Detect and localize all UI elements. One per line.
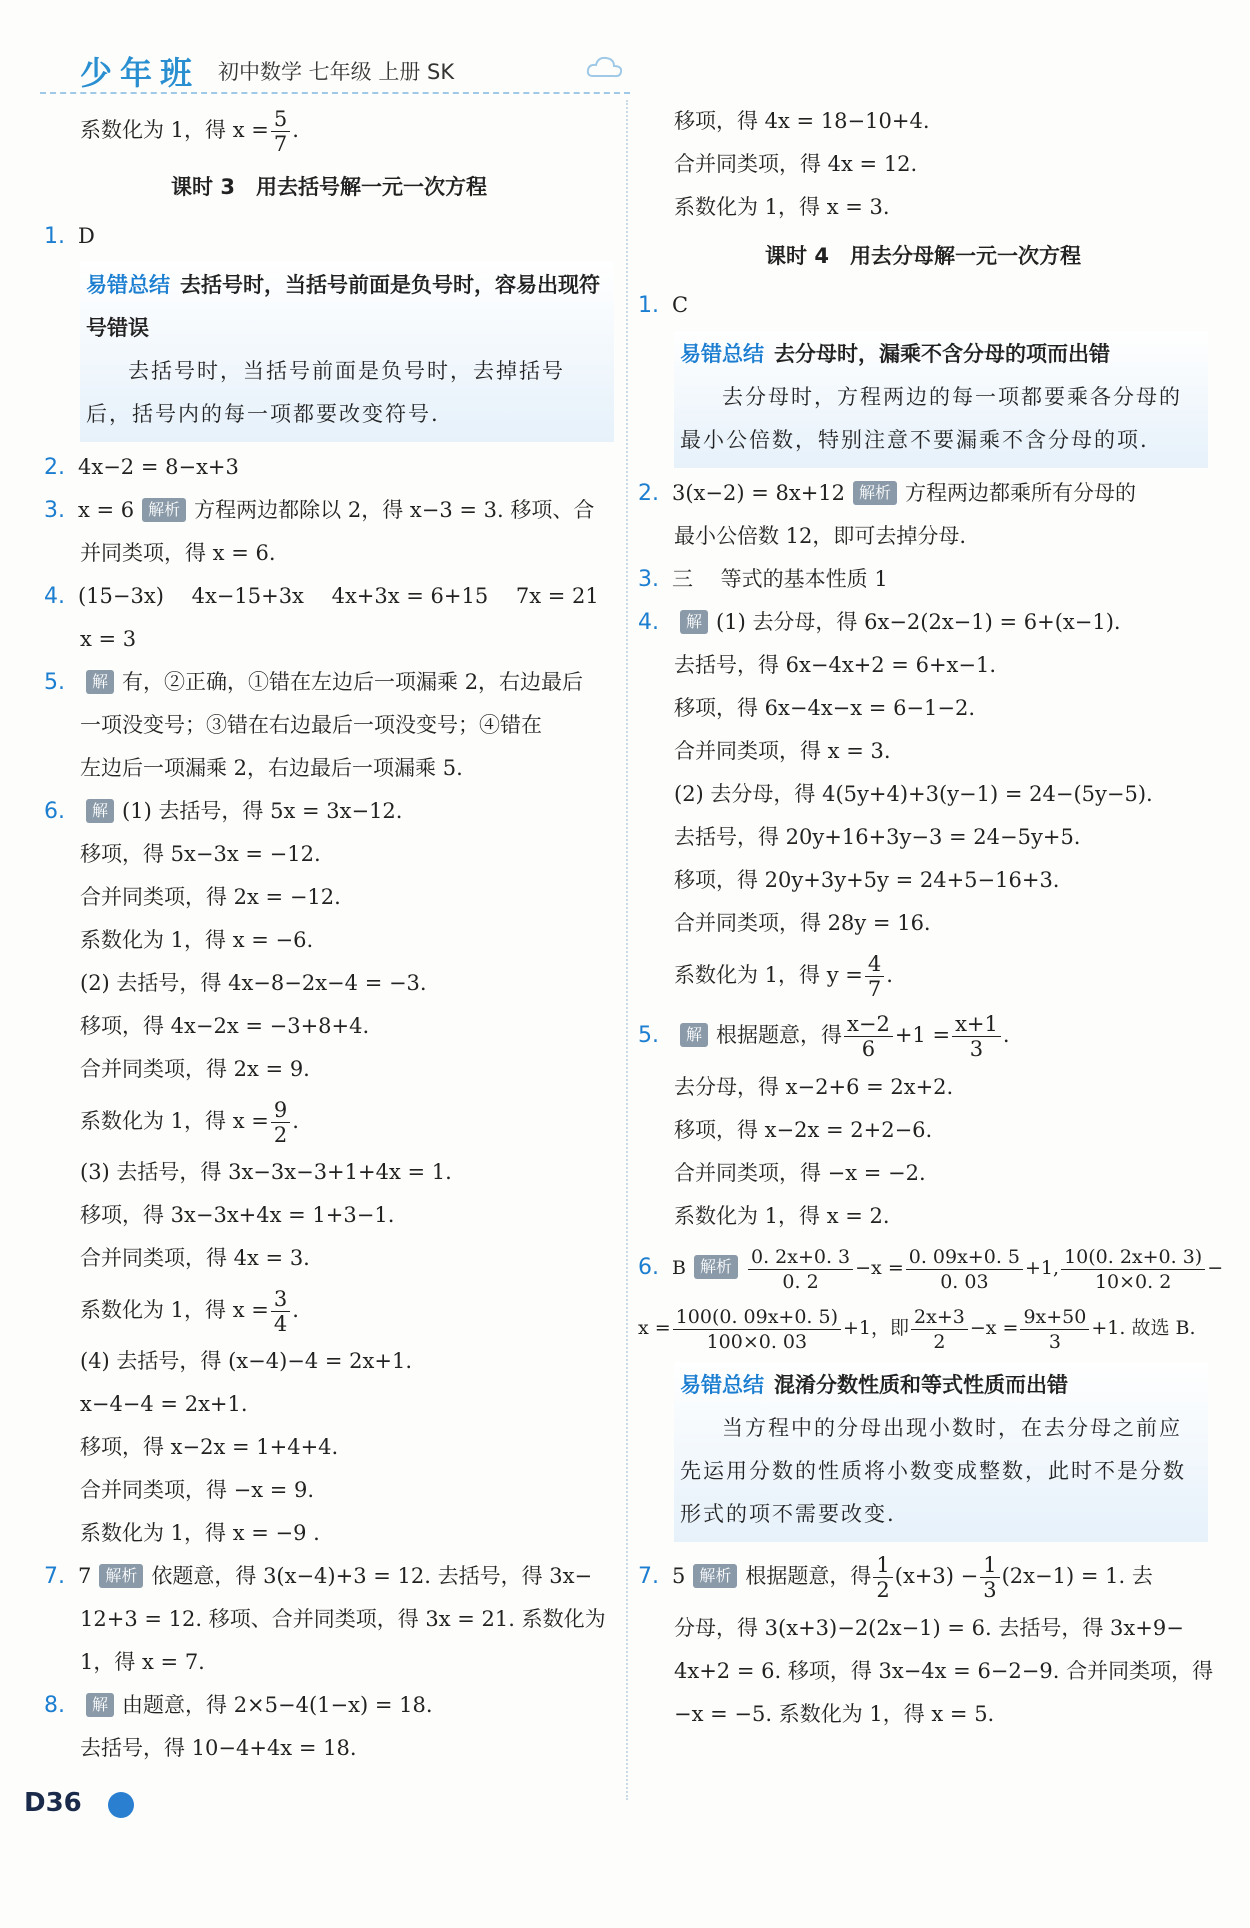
- tip-label: 易错总结: [680, 1373, 764, 1397]
- question-2: 2. 4x−2 = 8−x+3: [44, 455, 239, 480]
- question-7: 7. 7 解析 依题意，得 3(x−4)+3 = 12. 去括号，得 3x−: [44, 1564, 593, 1589]
- answer-line: −x = −5. 系数化为 1，得 x = 5.: [674, 1702, 995, 1726]
- answer-line: 移项，得 5x−3x = −12.: [80, 842, 321, 866]
- tip-label: 易错总结: [680, 342, 764, 366]
- left-column: [44, 100, 614, 1770]
- answer-line: 合并同类项，得 4x = 3.: [80, 1246, 310, 1270]
- answer-line: 系数化为 1，得 x = $\frac{9}{2}$ .: [80, 1098, 299, 1147]
- answer-line: 合并同类项，得 2x = 9.: [80, 1057, 310, 1081]
- answer-line: 并同类项，得 x = 6.: [80, 541, 276, 565]
- answer-line: 去括号，得 10−4+4x = 18.: [80, 1736, 357, 1760]
- error-summary-box: 易错总结 去分母时，漏乘不含分母的项而出错 去分母时，方程两边的每一项都要乘各分母的最小公倍数，特别注意不要漏乘不含分母的项.: [674, 331, 1208, 468]
- answer-line: 最小公倍数 12，即可去掉分母.: [674, 524, 967, 548]
- question-7: 7. 5 解析 根据题意，得 $\frac{1}{2}$ (x+3) − $\frac{1}{3}$ (2x−1) = 1. 去: [638, 1553, 1153, 1602]
- answer-line: 系数化为 1，得 x = −9 .: [80, 1521, 320, 1545]
- error-summary-box: 易错总结 去括号时，当括号前面是负号时，容易出现符号错误 去括号时，当括号前面是负号时，去掉括号后，括号内的每一项都要改变符号.: [80, 262, 614, 442]
- question-6: 6. B 解析 $\frac{0. 2x+0. 3}{0. 2}$ −x = $\frac{0. 09x+0. 5}{0. 03}$ +1, $\frac{10(0. 2x+0. 3)}{10\times 0. 2}$ −: [638, 1245, 1224, 1293]
- answer-line: 系数化为 1，得 x = $\frac{3}{4}$ .: [80, 1287, 299, 1336]
- answer-line: 系数化为 1，得 x = $\frac{5}{7}$ .: [80, 107, 299, 156]
- answer-line: 系数化为 1，得 x = −6.: [80, 928, 314, 952]
- cloud-icon: [585, 52, 625, 82]
- answer-line: 合并同类项，得 −x = −2.: [674, 1161, 926, 1185]
- answer-line: 1，得 x = 7.: [80, 1650, 205, 1674]
- answer-line: 去分母，得 x−2+6 = 2x+2.: [674, 1075, 954, 1099]
- answer-line: x = 3: [80, 627, 137, 651]
- error-summary-box: 易错总结 混淆分数性质和等式性质而出错 当方程中的分母出现小数时，在去分母之前应先运用分数的性质将小数变成整数，此时不是分数形式的项不需要改变.: [674, 1362, 1208, 1542]
- answer-line: 4x+2 = 6. 移项，得 3x−4x = 6−2−9. 合并同类项，得: [674, 1659, 1214, 1683]
- answer-line: 一项没变号；③错在右边最后一项没变号；④错在: [80, 713, 542, 737]
- solution-tag: 解: [680, 1023, 708, 1047]
- answer-line: 移项，得 4x−2x = −3+8+4.: [80, 1014, 370, 1038]
- answer-line: 移项，得 6x−4x−x = 6−1−2.: [674, 696, 976, 720]
- answer-line: x−4−4 = 2x+1.: [80, 1392, 248, 1416]
- book-info: 初中数学 七年级 上册 SK: [218, 60, 455, 84]
- analysis-tag: 解析: [99, 1564, 143, 1588]
- answer-line: (2) 去括号，得 4x−8−2x−4 = −3.: [80, 971, 427, 995]
- answer-line: 系数化为 1，得 x = 2.: [674, 1204, 890, 1228]
- lesson-title: 课时 3 用去括号解一元一次方程: [171, 175, 487, 199]
- question-1: 1. C: [638, 293, 689, 318]
- answer-line: 分母，得 3(x+3)−2(2x−1) = 6. 去括号，得 3x+9−: [674, 1616, 1184, 1640]
- answer-line: 去括号，得 20y+16+3y−3 = 24−5y+5.: [674, 825, 1081, 849]
- answer-line: 合并同类项，得 x = 3.: [674, 739, 891, 763]
- answer-line: 合并同类项，得 2x = −12.: [80, 885, 341, 909]
- page-header: [40, 48, 630, 92]
- answer-line: 系数化为 1，得 y = $\frac{4}{7}$ .: [674, 952, 893, 1001]
- answer-line: (3) 去括号，得 3x−3x−3+1+4x = 1.: [80, 1160, 452, 1184]
- analysis-tag: 解析: [694, 1255, 738, 1279]
- question-8: 8. 解 由题意，得 2×5−4(1−x) = 18.: [44, 1693, 433, 1718]
- question-3: 3. x = 6 解析 方程两边都除以 2，得 x−3 = 3. 移项、合: [44, 498, 595, 523]
- solution-tag: 解: [86, 670, 114, 694]
- question-4: 4. 解 (1) 去分母，得 6x−2(2x−1) = 6+(x−1).: [638, 610, 1121, 635]
- answer-line: 移项，得 3x−3x+4x = 1+3−1.: [80, 1203, 395, 1227]
- answer-line: 合并同类项，得 −x = 9.: [80, 1478, 315, 1502]
- answer-line: 系数化为 1，得 x = 3.: [674, 195, 890, 219]
- brand-logo: 少年班: [80, 54, 201, 92]
- column-divider: [626, 100, 628, 1800]
- analysis-tag: 解析: [693, 1564, 737, 1588]
- answer-line: 12+3 = 12. 移项、合并同类项，得 3x = 21. 系数化为: [80, 1607, 606, 1631]
- analysis-tag: 解析: [853, 481, 897, 505]
- solution-tag: 解: [86, 1693, 114, 1717]
- question-5: 5. 解 有，②正确，①错在左边后一项漏乘 2，右边最后: [44, 670, 584, 695]
- tip-label: 易错总结: [86, 273, 170, 297]
- answer-line: 移项，得 4x = 18−10+4.: [674, 109, 930, 133]
- question-3: 3. 三 等式的基本性质 1: [638, 567, 888, 592]
- answer-line: (2) 去分母，得 4(5y+4)+3(y−1) = 24−(5y−5).: [674, 782, 1153, 806]
- answer-line: 移项，得 x−2x = 2+2−6.: [674, 1118, 933, 1142]
- solution-tag: 解: [680, 610, 708, 634]
- page-badge-icon: [108, 1792, 134, 1818]
- answer-line: 去括号，得 6x−4x+2 = 6+x−1.: [674, 653, 997, 677]
- right-column: [638, 100, 1224, 1736]
- answer-line: 合并同类项，得 4x = 12.: [674, 152, 918, 176]
- answer-line: 合并同类项，得 28y = 16.: [674, 911, 931, 935]
- page-number: D36: [24, 1788, 82, 1818]
- question-1: 1. D: [44, 224, 95, 249]
- question-2: 2. 3(x−2) = 8x+12 解析 方程两边都乘所有分母的: [638, 481, 1137, 506]
- analysis-tag: 解析: [142, 498, 186, 522]
- question-4: 4. (15−3x) 4x−15+3x 4x+3x = 6+15 7x = 21: [44, 584, 599, 609]
- header-rule: [40, 92, 630, 94]
- answer-line: 移项，得 20y+3y+5y = 24+5−16+3.: [674, 868, 1060, 892]
- answer-line: (4) 去括号，得 (x−4)−4 = 2x+1.: [80, 1349, 413, 1373]
- answer-line: 左边后一项漏乘 2，右边最后一项漏乘 5.: [80, 756, 463, 780]
- solution-tag: 解: [86, 799, 114, 823]
- answer-line: 移项，得 x−2x = 1+4+4.: [80, 1435, 339, 1459]
- answer-line: x = $\frac{100(0. 09x+0. 5)}{100\times 0. 03}$ +1，即 $\frac{2x+3}{2}$ −x = $\frac{9x+50}{3}$ +1. 故选 B.: [638, 1305, 1196, 1353]
- question-6: 6. 解 (1) 去括号，得 5x = 3x−12.: [44, 799, 403, 824]
- lesson-title: 课时 4 用去分母解一元一次方程: [765, 244, 1081, 268]
- question-5: 5. 解 根据题意，得 $\frac{x-2}{6}$ +1 = $\frac{x+1}{3}$ .: [638, 1012, 1010, 1061]
